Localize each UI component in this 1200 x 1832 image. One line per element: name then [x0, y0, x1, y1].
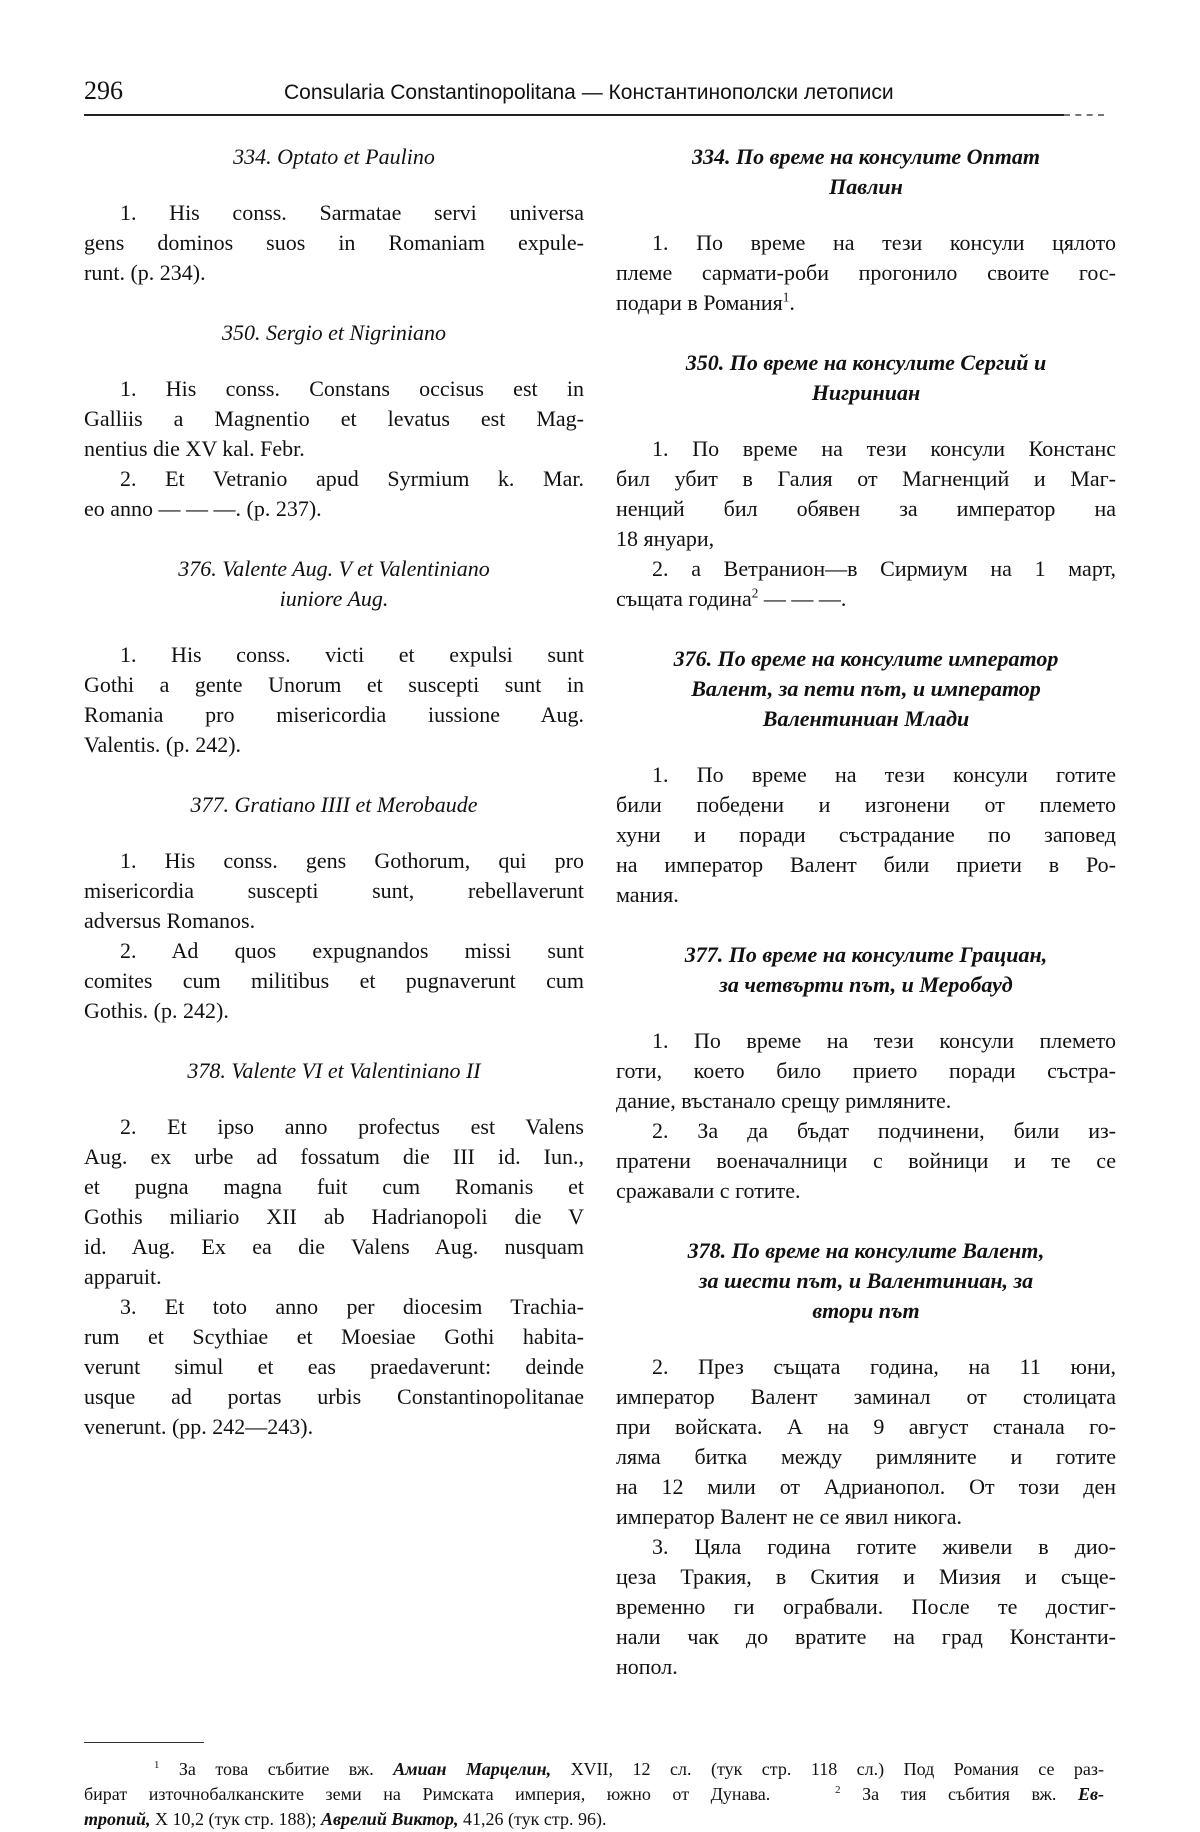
text-line: Aug. ex urbe ad fossatum die III id. Iun., [84, 1144, 584, 1169]
heading-line: 376. По време на консулите император [673, 646, 1059, 671]
running-title: Consularia Constantinopolitana — Константинополски летописи [284, 81, 894, 104]
text-line: Gothis miliario XII ab Hadrianopoli die V [84, 1204, 584, 1229]
footnote-text: За това събитие вж. [178, 1759, 374, 1779]
entry-body [616, 434, 1116, 614]
text-line: 1. His conss. Constans occisus est in [120, 376, 584, 401]
entry-heading [84, 790, 584, 820]
text-line: adversus Romanos. [84, 908, 256, 933]
footnote-text: 41,26 (тук стр. 96). [463, 1809, 607, 1829]
text-line: misericordia suscepti sunt, rebellaverunt [84, 878, 584, 903]
text-line: 1. По време на тези консули племето [652, 1028, 1116, 1053]
text-line: rum et Scythiae et Moesiae Gothi habita- [84, 1324, 584, 1349]
entry-body [84, 1112, 584, 1442]
text-line: същата година$^2$ — — —. [616, 585, 847, 611]
text-line: подари в Романия$^1$. [616, 289, 795, 315]
entry-0 [84, 142, 584, 288]
text-line: племе сармати-роби прогонило своите гос- [616, 260, 1116, 285]
heading-line: 334. По време на консулите Оптат [692, 144, 1040, 169]
text-line: usque ad portas urbis Constantinopolitanae [84, 1384, 584, 1409]
heading-line: Павлин [829, 174, 903, 199]
footnote-line-2 [84, 1782, 1104, 1807]
footnote-marker-2: 2 [835, 1784, 841, 1796]
text-line: цеза Тракия, в Скития и Мизия и съще- [616, 1564, 1116, 1589]
footnote-author: Аврелий Виктор, [320, 1809, 459, 1829]
page-number: 296 [84, 76, 123, 105]
footnote-text: За тия събития вж. [862, 1784, 1057, 1804]
text-line: et pugna magna fuit cum Romanis et [84, 1174, 584, 1199]
entry-heading [84, 318, 584, 348]
text-line: Romania pro misericordia iussione Aug. [84, 702, 584, 727]
heading-line: за четвърти път, и Меробауд [719, 972, 1013, 997]
text-line: verunt simul et eas praedaverunt: deinde [84, 1354, 584, 1379]
text-line: Gothis. (p. 242). [84, 998, 229, 1023]
entry-3 [616, 940, 1116, 1206]
bulgarian-column [616, 142, 1116, 1712]
text-line: runt. (p. 234). [84, 260, 206, 285]
text-line: 2. През същата година, на 11 юни, [652, 1354, 1116, 1379]
text-line: 1. По време на тези консули цялото [652, 230, 1116, 255]
text-line: 3. Цяла година готите живели в дио- [652, 1534, 1116, 1559]
text-line: на император Валент били приети в Ро- [616, 852, 1116, 877]
entry-heading [616, 142, 1116, 202]
text-line: Gothi a gente Unorum et suscepti sunt in [84, 672, 584, 697]
text-line: нали чак до вратите на град Константи- [616, 1624, 1116, 1649]
text-line: при войската. А на 9 август станала го- [616, 1414, 1116, 1439]
footnote-text: X 10,2 (тук стр. 188); [155, 1809, 317, 1829]
header-rule-tail [1064, 114, 1104, 116]
text-line: император Валент заминал от столицата [616, 1384, 1116, 1409]
text-line: venerunt. (pp. 242—243). [84, 1414, 314, 1439]
text-line: 1. His conss. victi et expulsi sunt [120, 642, 584, 667]
footnote-text: бират източнобалканските земи на Римската империя, южно от Дунава. [84, 1784, 771, 1804]
footnote-author: Ев- [1077, 1784, 1105, 1804]
footnote-author: Амиан Марцелин, [393, 1759, 552, 1779]
entry-body [84, 846, 584, 1026]
entry-1 [616, 348, 1116, 614]
text-line: 2. Et Vetranio apud Syrmium k. Mar. [120, 466, 584, 491]
entry-heading [84, 554, 584, 614]
heading-line: 334. Optato et Paulino [233, 144, 435, 169]
text-line: 18 януари, [616, 526, 715, 551]
text-line: 2. Et ipso anno profectus est Valens [120, 1114, 584, 1139]
header-rule-wrap [84, 114, 1104, 118]
text-line: сражавали с готите. [616, 1178, 801, 1203]
footnote-ref[interactable]: 2 [751, 585, 759, 601]
entry-4 [84, 1056, 584, 1442]
heading-line: втори път [812, 1298, 920, 1323]
footnote-line-3 [84, 1807, 1104, 1832]
text-line: 2. Ad quos expugnandos missi sunt [120, 938, 584, 963]
heading-line: Нигриниан [811, 380, 921, 405]
entry-body [84, 640, 584, 760]
text-line: били победени и изгонени от племето [616, 792, 1116, 817]
text-line: 2. а Ветранион—в Сирмиум на 1 март, [652, 556, 1116, 581]
text-line: временно ги ограбвали. После те достиг- [616, 1594, 1116, 1619]
entry-heading [616, 1236, 1116, 1326]
header-rule [84, 114, 1064, 116]
entry-1 [84, 318, 584, 524]
footnotes [84, 1757, 1104, 1832]
text-line: ненций бил обявен за император на [616, 496, 1116, 521]
text-line: нопол. [616, 1654, 678, 1679]
text-line: на 12 мили от Адрианопол. От този ден [616, 1474, 1116, 1499]
heading-line: Валентиниан Млади [762, 706, 970, 731]
text-line: ляма битка между римляните и готите [616, 1444, 1116, 1469]
heading-line: 350. По време на консулите Сергий и [685, 350, 1047, 375]
text-line: дание, въстанало срещу римляните. [616, 1088, 952, 1113]
entry-heading [84, 1056, 584, 1086]
entry-3 [84, 790, 584, 1026]
heading-line: iuniore Aug. [279, 586, 389, 611]
text-line: Valentis. (p. 242). [84, 732, 242, 757]
heading-line: 378. Valente VI et Valentiniano II [187, 1058, 481, 1083]
entry-4 [616, 1236, 1116, 1682]
entry-heading [616, 940, 1116, 1000]
entry-2 [616, 644, 1116, 910]
text-line: gens dominos suos in Romaniam expule- [84, 230, 584, 255]
entry-body [84, 374, 584, 524]
text-line: id. Aug. Ex ea die Valens Aug. nusquam [84, 1234, 584, 1259]
footnote-text: XVII, 12 сл. (тук стр. 118 сл.) Под Романия се раз- [570, 1759, 1105, 1779]
heading-line: 350. Sergio et Nigriniano [221, 320, 447, 345]
text-line: мания. [616, 882, 679, 907]
entry-body [616, 1352, 1116, 1682]
text-line: бил убит в Галия от Магненций и Маг- [616, 466, 1116, 491]
entry-2 [84, 554, 584, 760]
footnote-marker-1: 1 [154, 1759, 160, 1771]
entry-heading [84, 142, 584, 172]
footnote-rule-wrap [84, 1742, 204, 1743]
footnote-ref[interactable]: 1 [782, 289, 790, 305]
entry-heading [616, 644, 1116, 734]
heading-line: за шести път, и Валентиниан, за [698, 1268, 1034, 1293]
heading-line: Валент, за пети път, и император [691, 676, 1041, 701]
text-line: 2. За да бъдат подчинени, били из- [652, 1118, 1116, 1143]
text-line: 1. His conss. Sarmatae servi universa [120, 200, 584, 225]
text-line: eo anno — — —. (p. 237). [84, 496, 322, 521]
heading-line: 378. По време на консулите Валент, [687, 1238, 1045, 1263]
footnote-rule [84, 1742, 204, 1743]
text-line: comites cum militibus et pugnaverunt cum [84, 968, 584, 993]
text-line: Galliis a Magnentio et levatus est Mag- [84, 406, 584, 431]
page-header [84, 76, 1104, 112]
heading-line: 377. Gratiano IIII et Merobaude [190, 792, 478, 817]
latin-column [84, 142, 584, 1712]
entry-body [616, 228, 1116, 318]
text-line: готи, което било прието поради състра- [616, 1058, 1116, 1083]
entry-body [616, 760, 1116, 910]
footnote-line-1 [84, 1757, 1104, 1782]
text-line: император Валент не се явил никога. [616, 1504, 963, 1529]
text-line: 3. Et toto anno per diocesim Trachia- [120, 1294, 584, 1319]
heading-line: 377. По време на консулите Грациан, [684, 942, 1048, 967]
entry-0 [616, 142, 1116, 318]
entry-heading [616, 348, 1116, 408]
text-line: 1. По време на тези консули готите [652, 762, 1116, 787]
text-line: пратени военачалници с войници и те се [616, 1148, 1116, 1173]
columns [84, 142, 1116, 1712]
footnote-author: тропий, [84, 1809, 151, 1829]
heading-line: 376. Valente Aug. V et Valentiniano [178, 556, 490, 581]
text-line: хуни и поради състрадание по заповед [616, 822, 1116, 847]
entry-body [84, 198, 584, 288]
text-line: apparuit. [84, 1264, 162, 1289]
text-line: 1. По време на тези консули Констанс [652, 436, 1116, 461]
entry-body [616, 1026, 1116, 1206]
text-line: nentius die XV kal. Febr. [84, 436, 305, 461]
text-line: 1. His conss. gens Gothorum, qui pro [120, 848, 584, 873]
